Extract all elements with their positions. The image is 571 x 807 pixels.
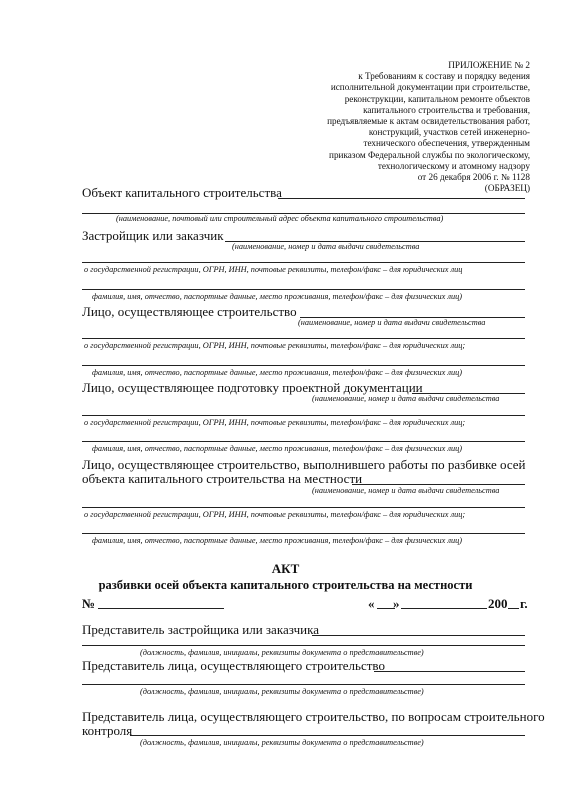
act-title: АКТ <box>271 561 300 576</box>
appendix-line: исполнительной документации при строительстве, <box>330 82 530 93</box>
builder-individual-line[interactable] <box>82 365 525 366</box>
appendix-line: капитального строительства и требования, <box>363 104 530 115</box>
layout-legal-line[interactable] <box>82 507 525 508</box>
appendix-line: реконструкции, капитальном ремонте объектов <box>344 93 530 104</box>
developer-individual-note: фамилия, имя, отчество, паспортные данные, место проживания, телефон/факс – для физических лиц) <box>92 292 463 301</box>
sample-mark: (ОБРАЗЕЦ) <box>484 183 530 194</box>
appendix-line: технического обеспечения, утвержденным <box>363 138 530 149</box>
builder-rep-label: Представитель лица, осуществляющего строительство <box>82 658 385 673</box>
appendix-line: предъявляемые к актам освидетельствования работ, <box>327 116 530 127</box>
object-label: Объект капитального строительства <box>82 185 282 200</box>
builder-rep-input-line-2[interactable] <box>82 684 525 685</box>
date-year-suffix: г. <box>520 596 528 611</box>
date-close-quote: » <box>393 596 400 611</box>
designer-individual-line[interactable] <box>82 441 525 442</box>
act-number-label: № <box>82 596 96 611</box>
appendix-header <box>300 60 530 194</box>
date-year-field[interactable] <box>508 608 519 609</box>
builder-legal-line[interactable] <box>82 338 525 339</box>
developer-rep-note: (должность, фамилия, инициалы, реквизиты документа о представительстве) <box>140 648 424 657</box>
appendix-line: к Требованиям к составу и порядку ведения <box>358 71 530 82</box>
control-rep-input-line[interactable] <box>130 735 525 736</box>
layout-input-line[interactable] <box>352 484 525 485</box>
developer-rep-input-line-2[interactable] <box>82 645 525 646</box>
appendix-line: приказом Федеральной службы по экологическому, <box>329 149 530 160</box>
act-subtitle: разбивки осей объекта капитального строительства на местности <box>98 578 473 592</box>
layout-individual-note: фамилия, имя, отчество, паспортные данные, место проживания, телефон/факс – для физических лиц) <box>92 536 463 545</box>
developer-rep-label: Представитель застройщика или заказчика <box>82 622 319 637</box>
designer-individual-note: фамилия, имя, отчество, паспортные данные, место проживания, телефон/факс – для физических лиц) <box>92 444 463 453</box>
builder-individual-note: фамилия, имя, отчество, паспортные данные, место проживания, телефон/факс – для физических лиц) <box>92 368 463 377</box>
layout-individual-line[interactable] <box>82 533 525 534</box>
act-number-field[interactable] <box>98 608 224 609</box>
layout-legal-note: о государственной регистрации, ОГРН, ИНН, почтовые реквизиты, телефон/факс – для юридических лиц; <box>84 510 466 519</box>
layout-label-1: Лицо, осуществляющее строительство, выполнившего работы по разбивке осей <box>82 457 526 472</box>
builder-legal-note: о государственной регистрации, ОГРН, ИНН, почтовые реквизиты, телефон/факс – для юридических лиц; <box>84 341 466 350</box>
control-rep-note: (должность, фамилия, инициалы, реквизиты документа о представительстве) <box>140 738 424 747</box>
designer-legal-line[interactable] <box>82 415 525 416</box>
builder-rep-input-line[interactable] <box>374 671 525 672</box>
developer-note: (наименование, номер и дата выдачи свидетельства <box>232 242 420 251</box>
appendix-title: ПРИЛОЖЕНИЕ № 2 <box>448 60 530 70</box>
object-input-line[interactable] <box>278 198 525 199</box>
appendix-line: технологическому и атомному надзору <box>377 160 530 171</box>
date-month-field[interactable] <box>401 608 487 609</box>
designer-label: Лицо, осуществляющее подготовку проектной документации <box>82 380 423 395</box>
control-rep-label-2: контроля <box>82 723 133 738</box>
developer-individual-line[interactable] <box>82 289 525 290</box>
developer-label: Застройщик или заказчик <box>82 228 224 243</box>
builder-label: Лицо, осуществляющее строительство <box>82 304 297 319</box>
developer-rep-input-line[interactable] <box>312 635 525 636</box>
designer-note: (наименование, номер и дата выдачи свидетельства <box>312 394 500 403</box>
builder-note: (наименование, номер и дата выдачи свидетельства <box>298 318 486 327</box>
layout-label-2: объекта капитального строительства на местности <box>82 471 363 486</box>
developer-legal-note: о государственной регистрации, ОГРН, ИНН, почтовые реквизиты, телефон/факс – для юридических лиц <box>84 265 463 274</box>
date-open-quote: « <box>368 596 375 611</box>
appendix-line: от 26 декабря 2006 г. № 1128 <box>417 172 530 183</box>
date-year: 200 <box>488 596 508 611</box>
control-rep-label-1: Представитель лица, осуществляющего строительство, по вопросам строительного <box>82 709 545 724</box>
developer-legal-line[interactable] <box>82 262 525 263</box>
designer-legal-note: о государственной регистрации, ОГРН, ИНН, почтовые реквизиты, телефон/факс – для юридических лиц; <box>84 418 466 427</box>
builder-rep-note: (должность, фамилия, инициалы, реквизиты документа о представительстве) <box>140 687 424 696</box>
object-note: (наименование, почтовый или строительный адрес объекта капитального строительства) <box>116 214 444 223</box>
appendix-line: конструкций, участков сетей инженерно- <box>368 127 530 138</box>
layout-note: (наименование, номер и дата выдачи свидетельства <box>312 486 500 495</box>
